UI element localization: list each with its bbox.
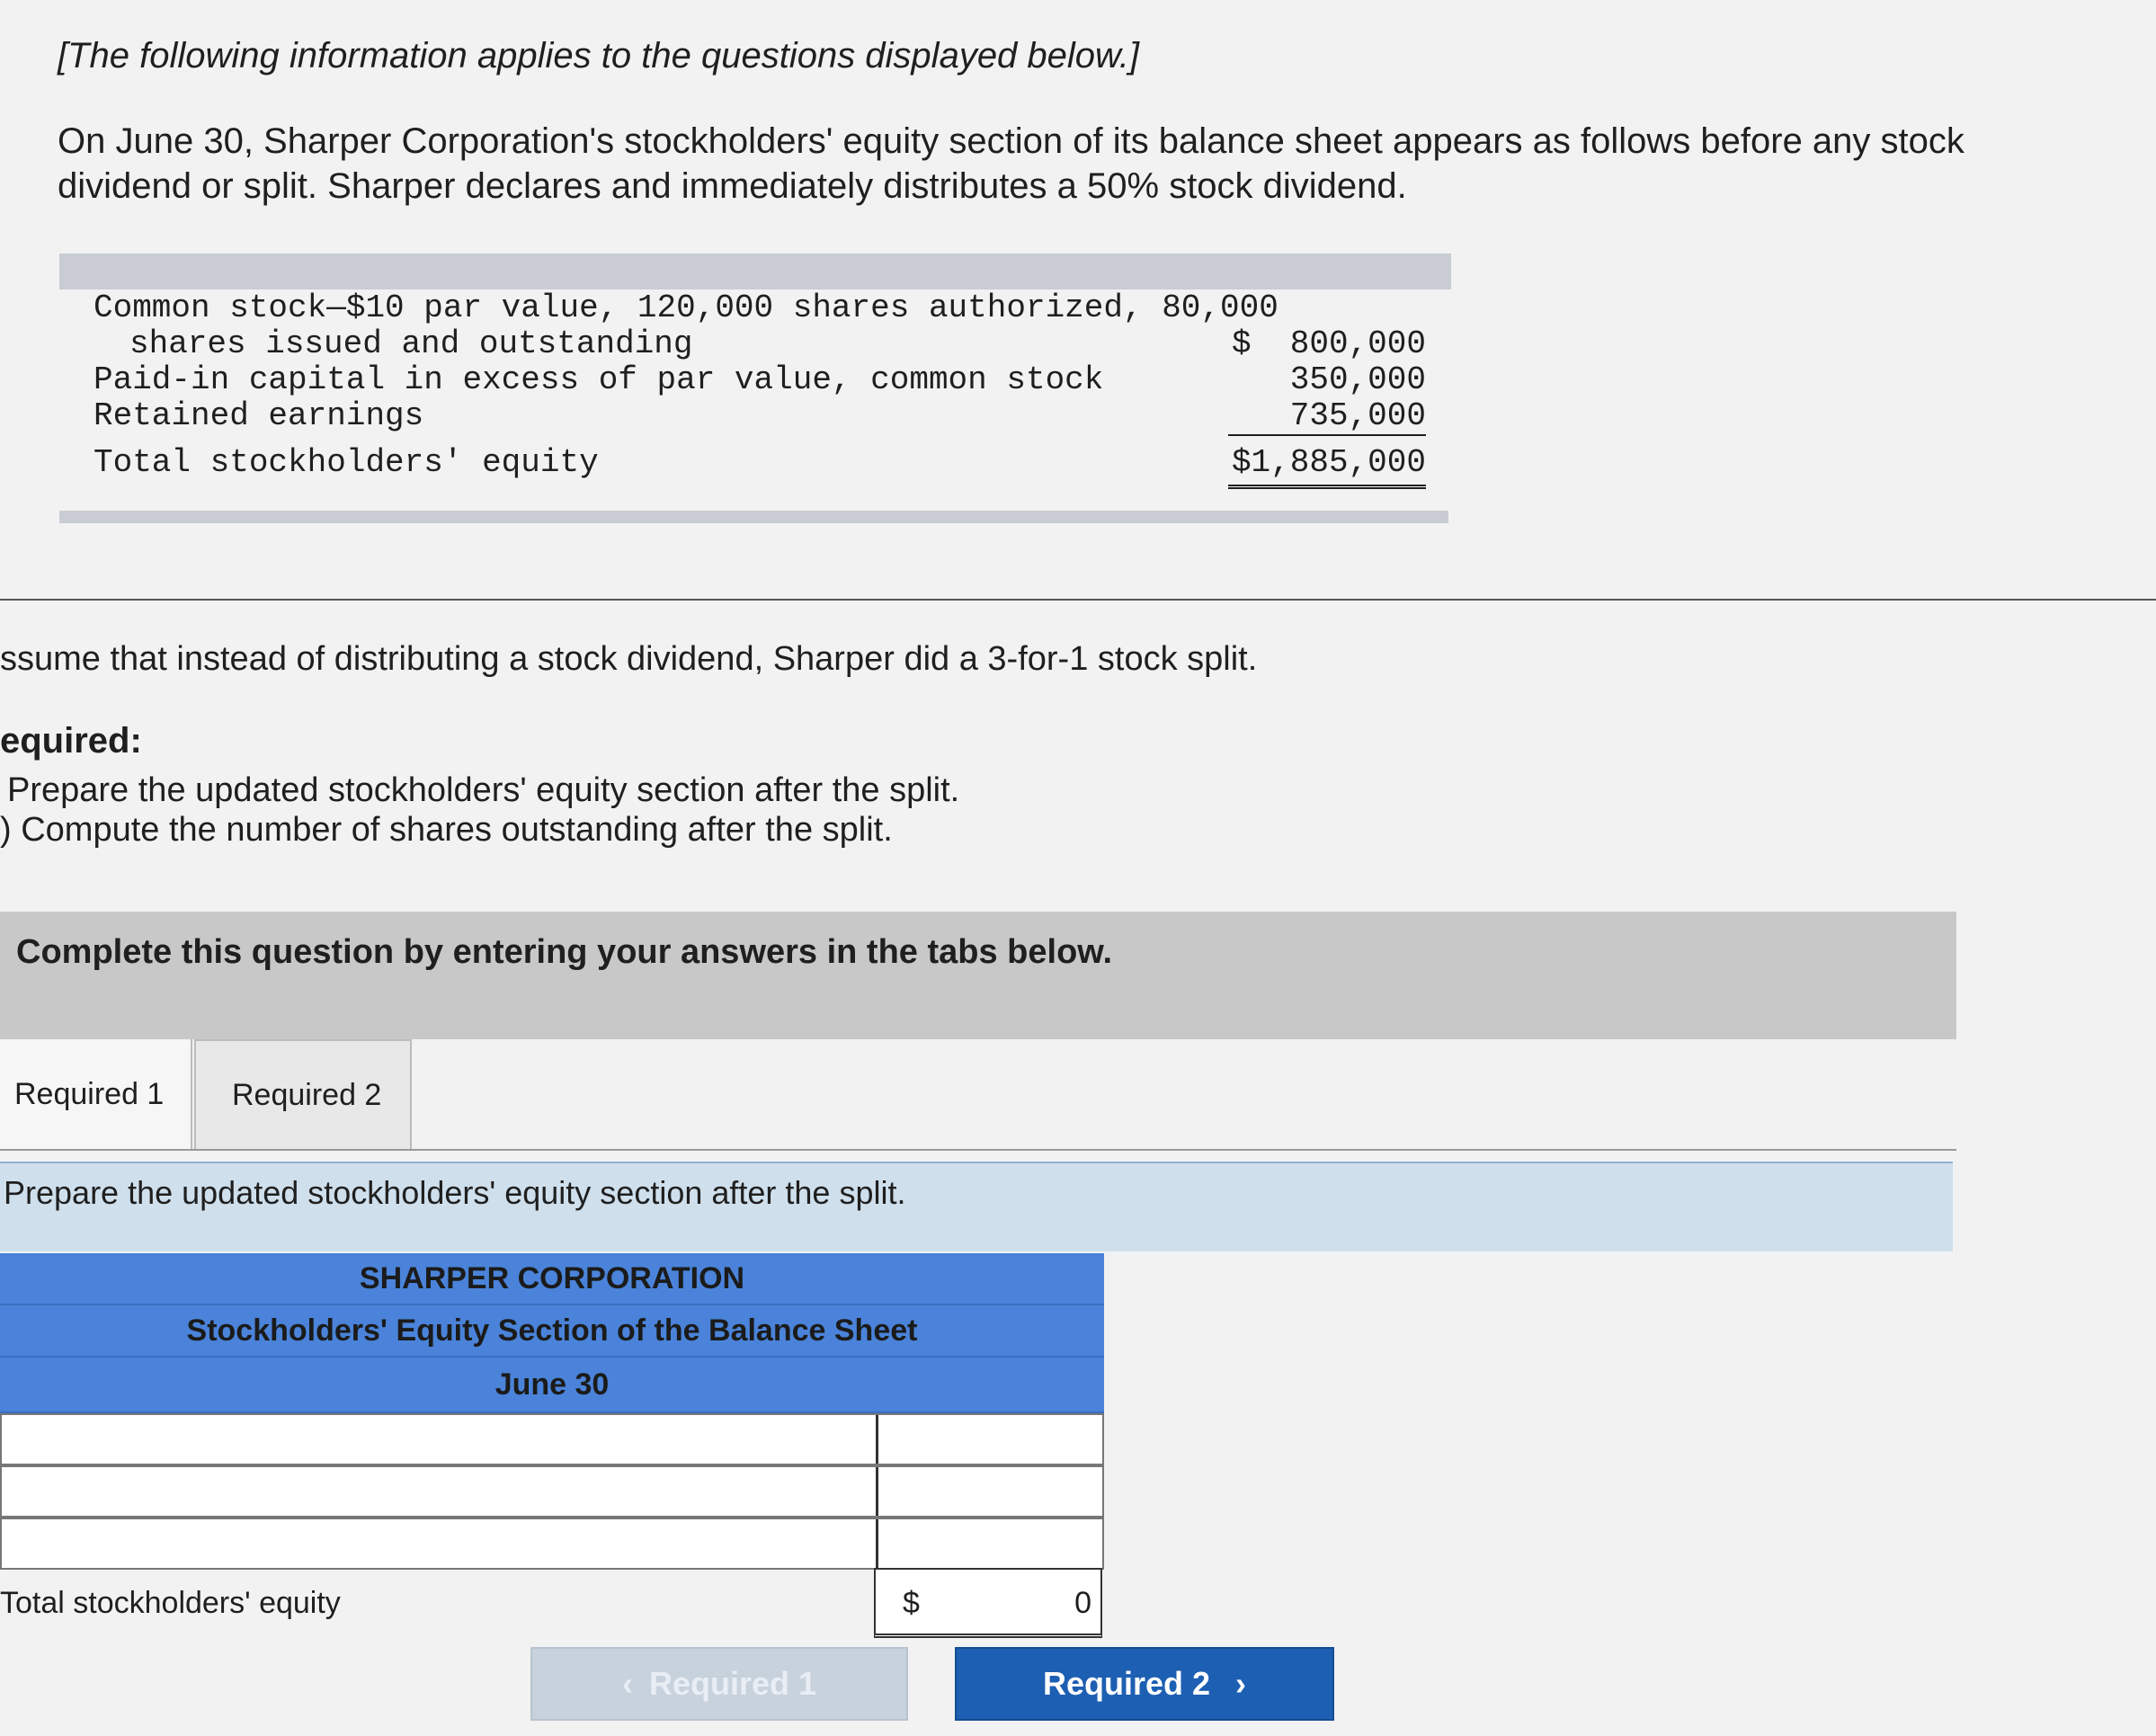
intro-text: [The following information applies to the questions displayed below.]	[58, 36, 1139, 76]
answer-title-header	[0, 1305, 1104, 1358]
tab-required-1-label: Required 1	[14, 1076, 165, 1111]
answer-total-box	[874, 1568, 1102, 1638]
chevron-left-icon: ‹	[621, 1665, 633, 1702]
answer-date-header	[0, 1358, 1104, 1413]
answer-company-header	[0, 1253, 1104, 1305]
answer-company-name: SHARPER CORPORATION	[359, 1260, 745, 1295]
given-common-stock-amount: $ 800,000	[1231, 325, 1426, 362]
instructions-panel	[0, 912, 1956, 1039]
next-required-label: Required 2	[1042, 1665, 1211, 1702]
prev-required-button[interactable]	[530, 1647, 908, 1721]
required-item-2: ) Compute the number of shares outstanding after the split.	[0, 811, 893, 849]
tabs-baseline	[0, 1149, 1956, 1151]
given-common-stock-label-2: shares issued and outstanding	[129, 325, 693, 362]
given-total-label: Total stockholders' equity	[94, 444, 599, 481]
required-item-1: Prepare the updated stockholders' equity section after the split.	[7, 771, 960, 809]
tab-required-2[interactable]	[194, 1039, 412, 1149]
answer-row-3	[0, 1518, 1104, 1570]
answer-row-2-label-input[interactable]	[2, 1467, 874, 1516]
section-divider	[0, 599, 2156, 601]
tab-required-2-label: Required 2	[232, 1077, 382, 1112]
required-heading: equired:	[0, 721, 142, 761]
answer-row-3-amount-input[interactable]	[876, 1519, 1102, 1568]
given-retained-label: Retained earnings	[94, 397, 424, 434]
answer-date: June 30	[494, 1367, 610, 1402]
instructions-panel-text: Complete this question by entering your answers in the tabs below.	[16, 933, 1113, 971]
problem-paragraph: On June 30, Sharper Corporation's stockholders' equity section of its balance sheet appears as follows before any stock dividend or split. Sharper declares and immediately distributes a 50% stock dividend.	[58, 121, 1964, 206]
answer-total-row	[0, 1568, 1104, 1638]
answer-title: Stockholders' Equity Section of the Balance Sheet	[186, 1313, 918, 1348]
answer-row-3-label-input[interactable]	[2, 1519, 874, 1568]
answer-total-currency: $	[903, 1586, 920, 1620]
next-required-button[interactable]	[955, 1647, 1334, 1721]
given-table-footer-bar	[59, 511, 1448, 523]
given-total-amount: $1,885,000	[1228, 444, 1426, 489]
given-table-header-bar	[59, 254, 1451, 289]
answer-row-1-label-input[interactable]	[2, 1415, 874, 1464]
given-paid-in-label: Paid-in capital in excess of par value, common stock	[94, 361, 1104, 398]
answer-total-value: 0	[1074, 1586, 1091, 1620]
answer-total-label: Total stockholders' equity	[0, 1586, 341, 1620]
prev-required-label: Required 1	[648, 1665, 817, 1702]
given-retained-amount: 735,000	[1228, 397, 1426, 436]
answer-row-2	[0, 1465, 1104, 1518]
tab-required-1[interactable]	[0, 1039, 192, 1149]
answer-row-2-amount-input[interactable]	[876, 1467, 1102, 1516]
instruction-text: Prepare the updated stockholders' equity section after the split.	[4, 1174, 906, 1211]
answer-row-1-amount-input[interactable]	[876, 1415, 1102, 1464]
given-paid-in-amount: 350,000	[1289, 361, 1426, 398]
chevron-right-icon: ›	[1235, 1665, 1247, 1702]
assumption-text: ssume that instead of distributing a stock dividend, Sharper did a 3-for-1 stock split.	[0, 640, 1258, 678]
given-common-stock-label-1: Common stock—$10 par value, 120,000 shares authorized, 80,000	[94, 289, 1278, 326]
answer-row-1	[0, 1413, 1104, 1465]
